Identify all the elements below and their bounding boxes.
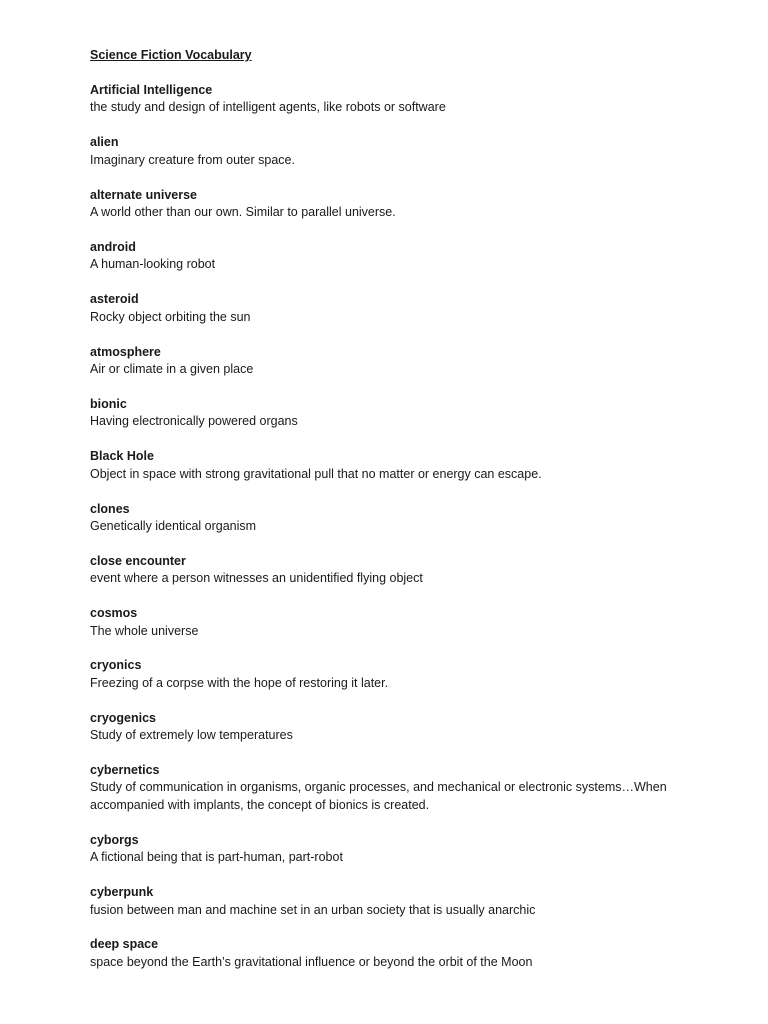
vocabulary-definition: Imaginary creature from outer space.	[90, 152, 295, 167]
vocabulary-definition: Object in space with strong gravitational pull that no matter or energy can escape.	[90, 466, 542, 481]
vocabulary-definition: Genetically identical organism	[90, 518, 257, 533]
vocabulary-entry	[90, 936, 700, 971]
vocabulary-entry	[90, 832, 700, 867]
vocabulary-term: cybernetics	[90, 763, 160, 778]
vocabulary-definition: A fictional being that is part-human, part-robot	[90, 850, 343, 865]
vocabulary-entry	[90, 82, 700, 117]
vocabulary-definition: the study and design of intelligent agents, like robots or software	[90, 100, 446, 115]
vocabulary-term: cosmos	[90, 606, 138, 621]
vocabulary-entry	[90, 501, 700, 536]
vocabulary-term: clones	[90, 501, 130, 516]
vocabulary-entry	[90, 884, 700, 919]
vocabulary-definition: Study of communication in organisms, organic processes, and mechanical or electronic systems…When accompanied with implants, the concept of bionics is created.	[90, 780, 667, 812]
vocabulary-entry	[90, 239, 700, 274]
vocabulary-term: cyberpunk	[90, 885, 154, 900]
vocabulary-term: Artificial Intelligence	[90, 83, 213, 97]
vocabulary-term: cyborgs	[90, 832, 139, 847]
vocabulary-entry	[90, 396, 700, 431]
vocabulary-entry	[90, 187, 700, 222]
vocabulary-term: bionic	[90, 396, 127, 411]
vocabulary-entry	[90, 762, 700, 814]
document-title: Science Fiction Vocabulary	[90, 48, 252, 62]
vocabulary-definition: space beyond the Earth’s gravitational influence or beyond the orbit of the Moon	[90, 954, 533, 969]
vocabulary-definition: Study of extremely low temperatures	[90, 728, 293, 743]
vocabulary-term: android	[90, 239, 136, 254]
vocabulary-term: asteroid	[90, 292, 139, 307]
vocabulary-definition: Freezing of a corpse with the hope of restoring it later.	[90, 675, 389, 690]
vocabulary-term: atmosphere	[90, 344, 161, 359]
vocabulary-definition: fusion between man and machine set in an urban society that is usually anarchic	[90, 902, 536, 917]
vocabulary-list	[90, 82, 700, 989]
vocabulary-definition: A human-looking robot	[90, 257, 216, 272]
vocabulary-term: cryonics	[90, 658, 142, 673]
vocabulary-definition: Rocky object orbiting the sun	[90, 309, 251, 324]
vocabulary-term: alternate universe	[90, 187, 197, 202]
vocabulary-entry	[90, 134, 700, 169]
vocabulary-term: alien	[90, 135, 119, 150]
vocabulary-term: deep space	[90, 937, 159, 952]
vocabulary-definition: Having electronically powered organs	[90, 414, 298, 429]
vocabulary-definition: The whole universe	[90, 623, 199, 638]
vocabulary-entry	[90, 657, 700, 692]
vocabulary-term: cryogenics	[90, 710, 157, 725]
vocabulary-term: Black Hole	[90, 449, 154, 464]
vocabulary-definition: event where a person witnesses an unidentified flying object	[90, 571, 423, 586]
vocabulary-entry	[90, 344, 700, 379]
vocabulary-term: close encounter	[90, 553, 186, 568]
vocabulary-definition: A world other than our own. Similar to parallel universe.	[90, 205, 396, 220]
vocabulary-entry	[90, 710, 700, 745]
vocabulary-definition: Air or climate in a given place	[90, 361, 254, 376]
vocabulary-entry	[90, 553, 700, 588]
vocabulary-entry	[90, 291, 700, 326]
vocabulary-entry	[90, 605, 700, 640]
vocabulary-entry	[90, 448, 700, 483]
